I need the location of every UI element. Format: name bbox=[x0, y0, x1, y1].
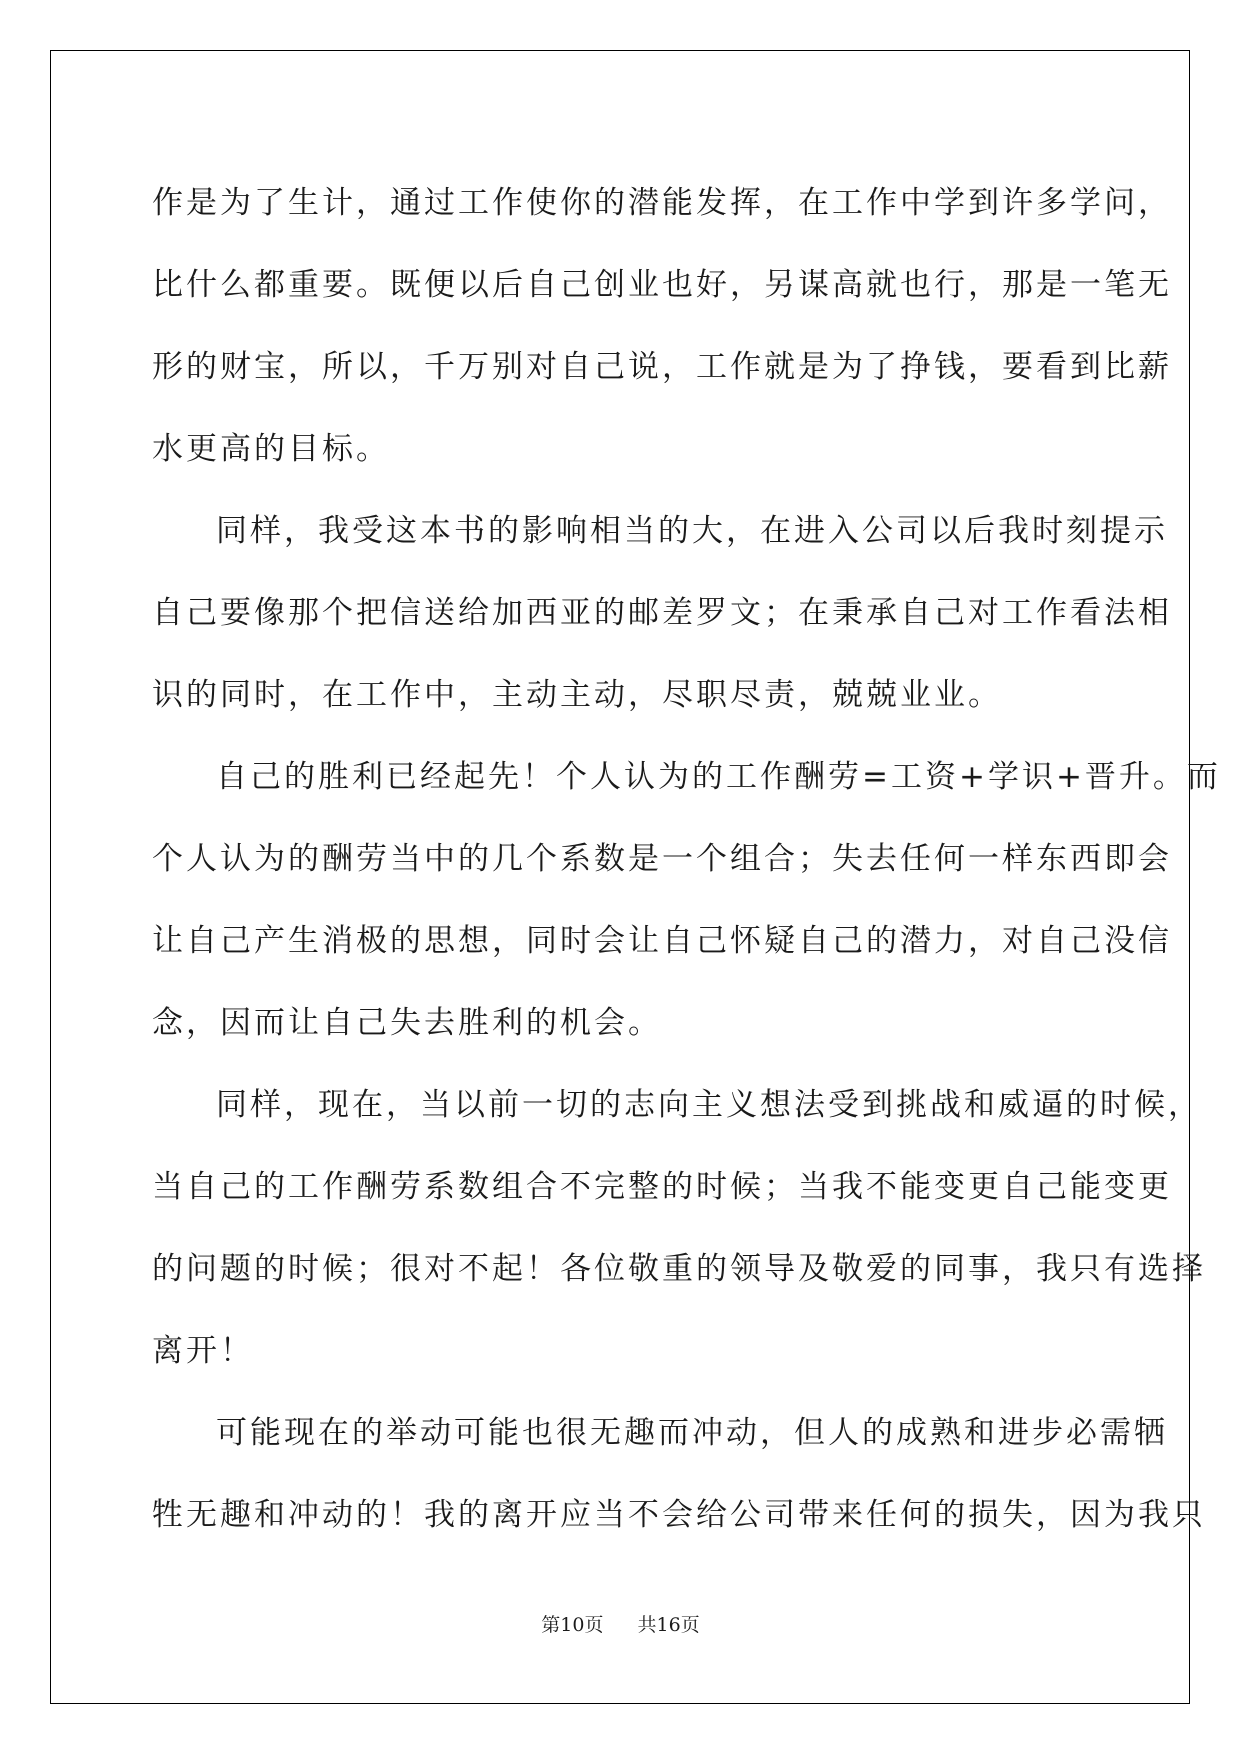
text-line: 当自己的工作酬劳系数组合不完整的时候；当我不能变更自己能变更 bbox=[152, 1169, 1172, 1205]
text-line: 识的同时，在工作中，主动主动，尽职尽责，兢兢业业。 bbox=[152, 677, 1002, 713]
text-line: 的问题的时候；很对不起！各位敬重的领导及敬爱的同事，我只有选择 bbox=[152, 1251, 1206, 1287]
text-line: 牲无趣和冲动的！我的离开应当不会给公司带来任何的损失，因为我只 bbox=[152, 1497, 1206, 1533]
page-footer bbox=[0, 1610, 1241, 1637]
current-page-number: 第10页 bbox=[541, 1614, 604, 1636]
text-line: 水更高的目标。 bbox=[152, 431, 390, 467]
text-line: 可能现在的举动可能也很无趣而冲动，但人的成熟和进步必需牺 bbox=[216, 1415, 1168, 1451]
text-line: 离开！ bbox=[152, 1333, 254, 1369]
text-line: 自己的胜利已经起先！个人认为的工作酬劳=工资+学识+晋升。而 bbox=[216, 759, 1221, 795]
text-line: 念，因而让自己失去胜利的机会。 bbox=[152, 1005, 662, 1041]
text-line: 同样，我受这本书的影响相当的大，在进入公司以后我时刻提示 bbox=[216, 513, 1168, 549]
text-line: 个人认为的酬劳当中的几个系数是一个组合；失去任何一样东西即会 bbox=[152, 841, 1172, 877]
document-body bbox=[152, 162, 1221, 1556]
total-pages: 共16页 bbox=[637, 1614, 700, 1636]
text-line: 让自己产生消极的思想，同时会让自己怀疑自己的潜力，对自己没信 bbox=[152, 923, 1172, 959]
text-line: 作是为了生计，通过工作使你的潜能发挥，在工作中学到许多学问， bbox=[152, 185, 1172, 221]
text-line: 比什么都重要。既便以后自己创业也好，另谋高就也行，那是一笔无 bbox=[152, 267, 1172, 303]
text-line: 自己要像那个把信送给加西亚的邮差罗文；在秉承自己对工作看法相 bbox=[152, 595, 1172, 631]
text-line: 形的财宝，所以，千万别对自己说，工作就是为了挣钱，要看到比薪 bbox=[152, 349, 1172, 385]
text-line: 同样，现在，当以前一切的志向主义想法受到挑战和威逼的时候， bbox=[216, 1087, 1202, 1123]
